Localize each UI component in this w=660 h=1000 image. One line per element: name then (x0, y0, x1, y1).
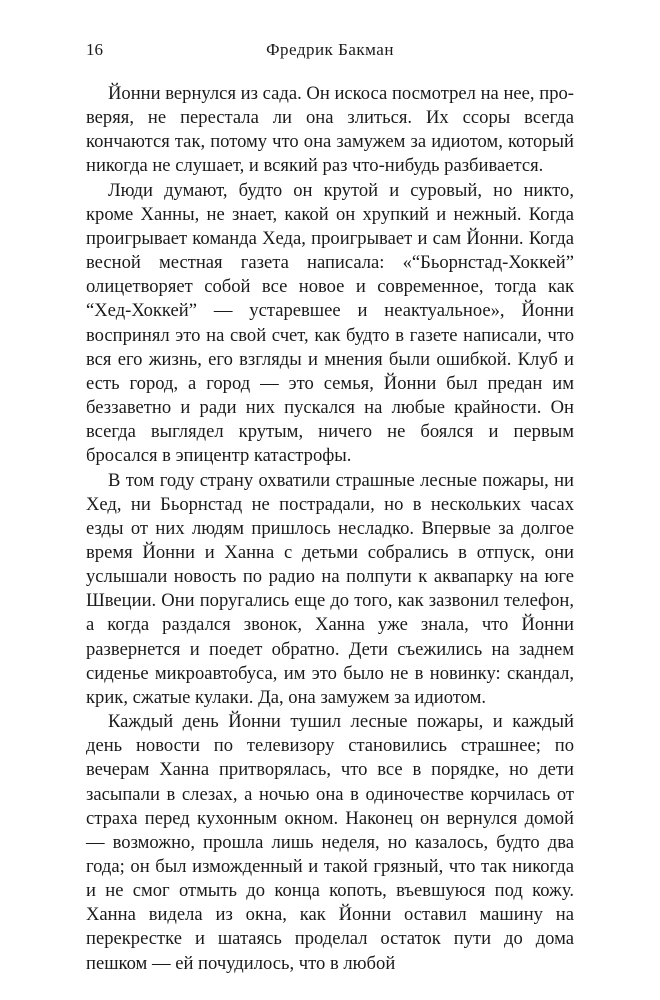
book-author: Фредрик Бакман (266, 40, 394, 59)
paragraph: В том году страну охватили страшные лесные пожары, ни Хед, ни Бьорнстад не пострадали, но в нескольких часах езды от них людям пришлось несладко. Впервые за долгое время Йонни и Ханна с детьми собрались в отпуск, они услышали новость по радио на полпути к аквапарку на юге Швеции. Они поругались еще до того, как зазвонил телефон, а когда раздался звонок, Ханна уже знала, что Йонни развернется и поедет обратно. Дети съежились на заднем сиденье микроавтобуса, им это было не в новинку: скандал, крик, сжатые кулаки. Да, она замужем за идиотом. (86, 469, 574, 708)
running-header (86, 38, 574, 62)
body-text (86, 82, 574, 976)
paragraph: Каждый день Йонни тушил лесные пожары, и каждый день новости по телевизору становились страшнее; по вечерам Ханна притворялась, что все в порядке, но дети засыпали в слезах, а ночью она в одиночестве корчилась от страха перед кухонным окном. Наконец он вернулся домой — возможно, прошла лишь неделя, но казалось, будто два года; он был изможденный и такой грязный, что так никогда и не смог отмыть до конца копоть, въевшуюся под кожу. Ханна видела из окна, как Йонни оставил машину на перекрестке и шатаясь проделал остаток пути до дома пешком — ей почудилось, что в любой (86, 711, 574, 974)
page-number: 16 (86, 40, 103, 59)
paragraph: Йонни вернулся из сада. Он искоса посмотрел на нее, проверяя, не перестала ли она злиться. Их ссоры всегда кончаются так, потому что она замужем за идиотом, который никогда не слушает, и всякий раз что-нибудь разбивается. (86, 83, 574, 177)
paragraph: Люди думают, будто он крутой и суровый, но никто, кроме Ханны, не знает, какой он хрупкий и нежный. Когда проигрывает команда Хеда, проигрывает и сам Йонни. Когда весной местная газета написала: «“Бьорнстад-Хоккей” олицетворяет собой все новое и современное, тогда как “Хед-Хоккей” — устаревшее и неактуальное», Йонни воспринял это на свой счет, как будто в газете написали, что вся его жизнь, его взгляды и мнения были ошибкой. Клуб и есть город, а город — это семья, Йонни был предан им беззаветно и ради них пускался на любые крайности. Он всегда выглядел крутым, ничего не боялся и первым бросался в эпицентр катастрофы. (86, 179, 574, 467)
